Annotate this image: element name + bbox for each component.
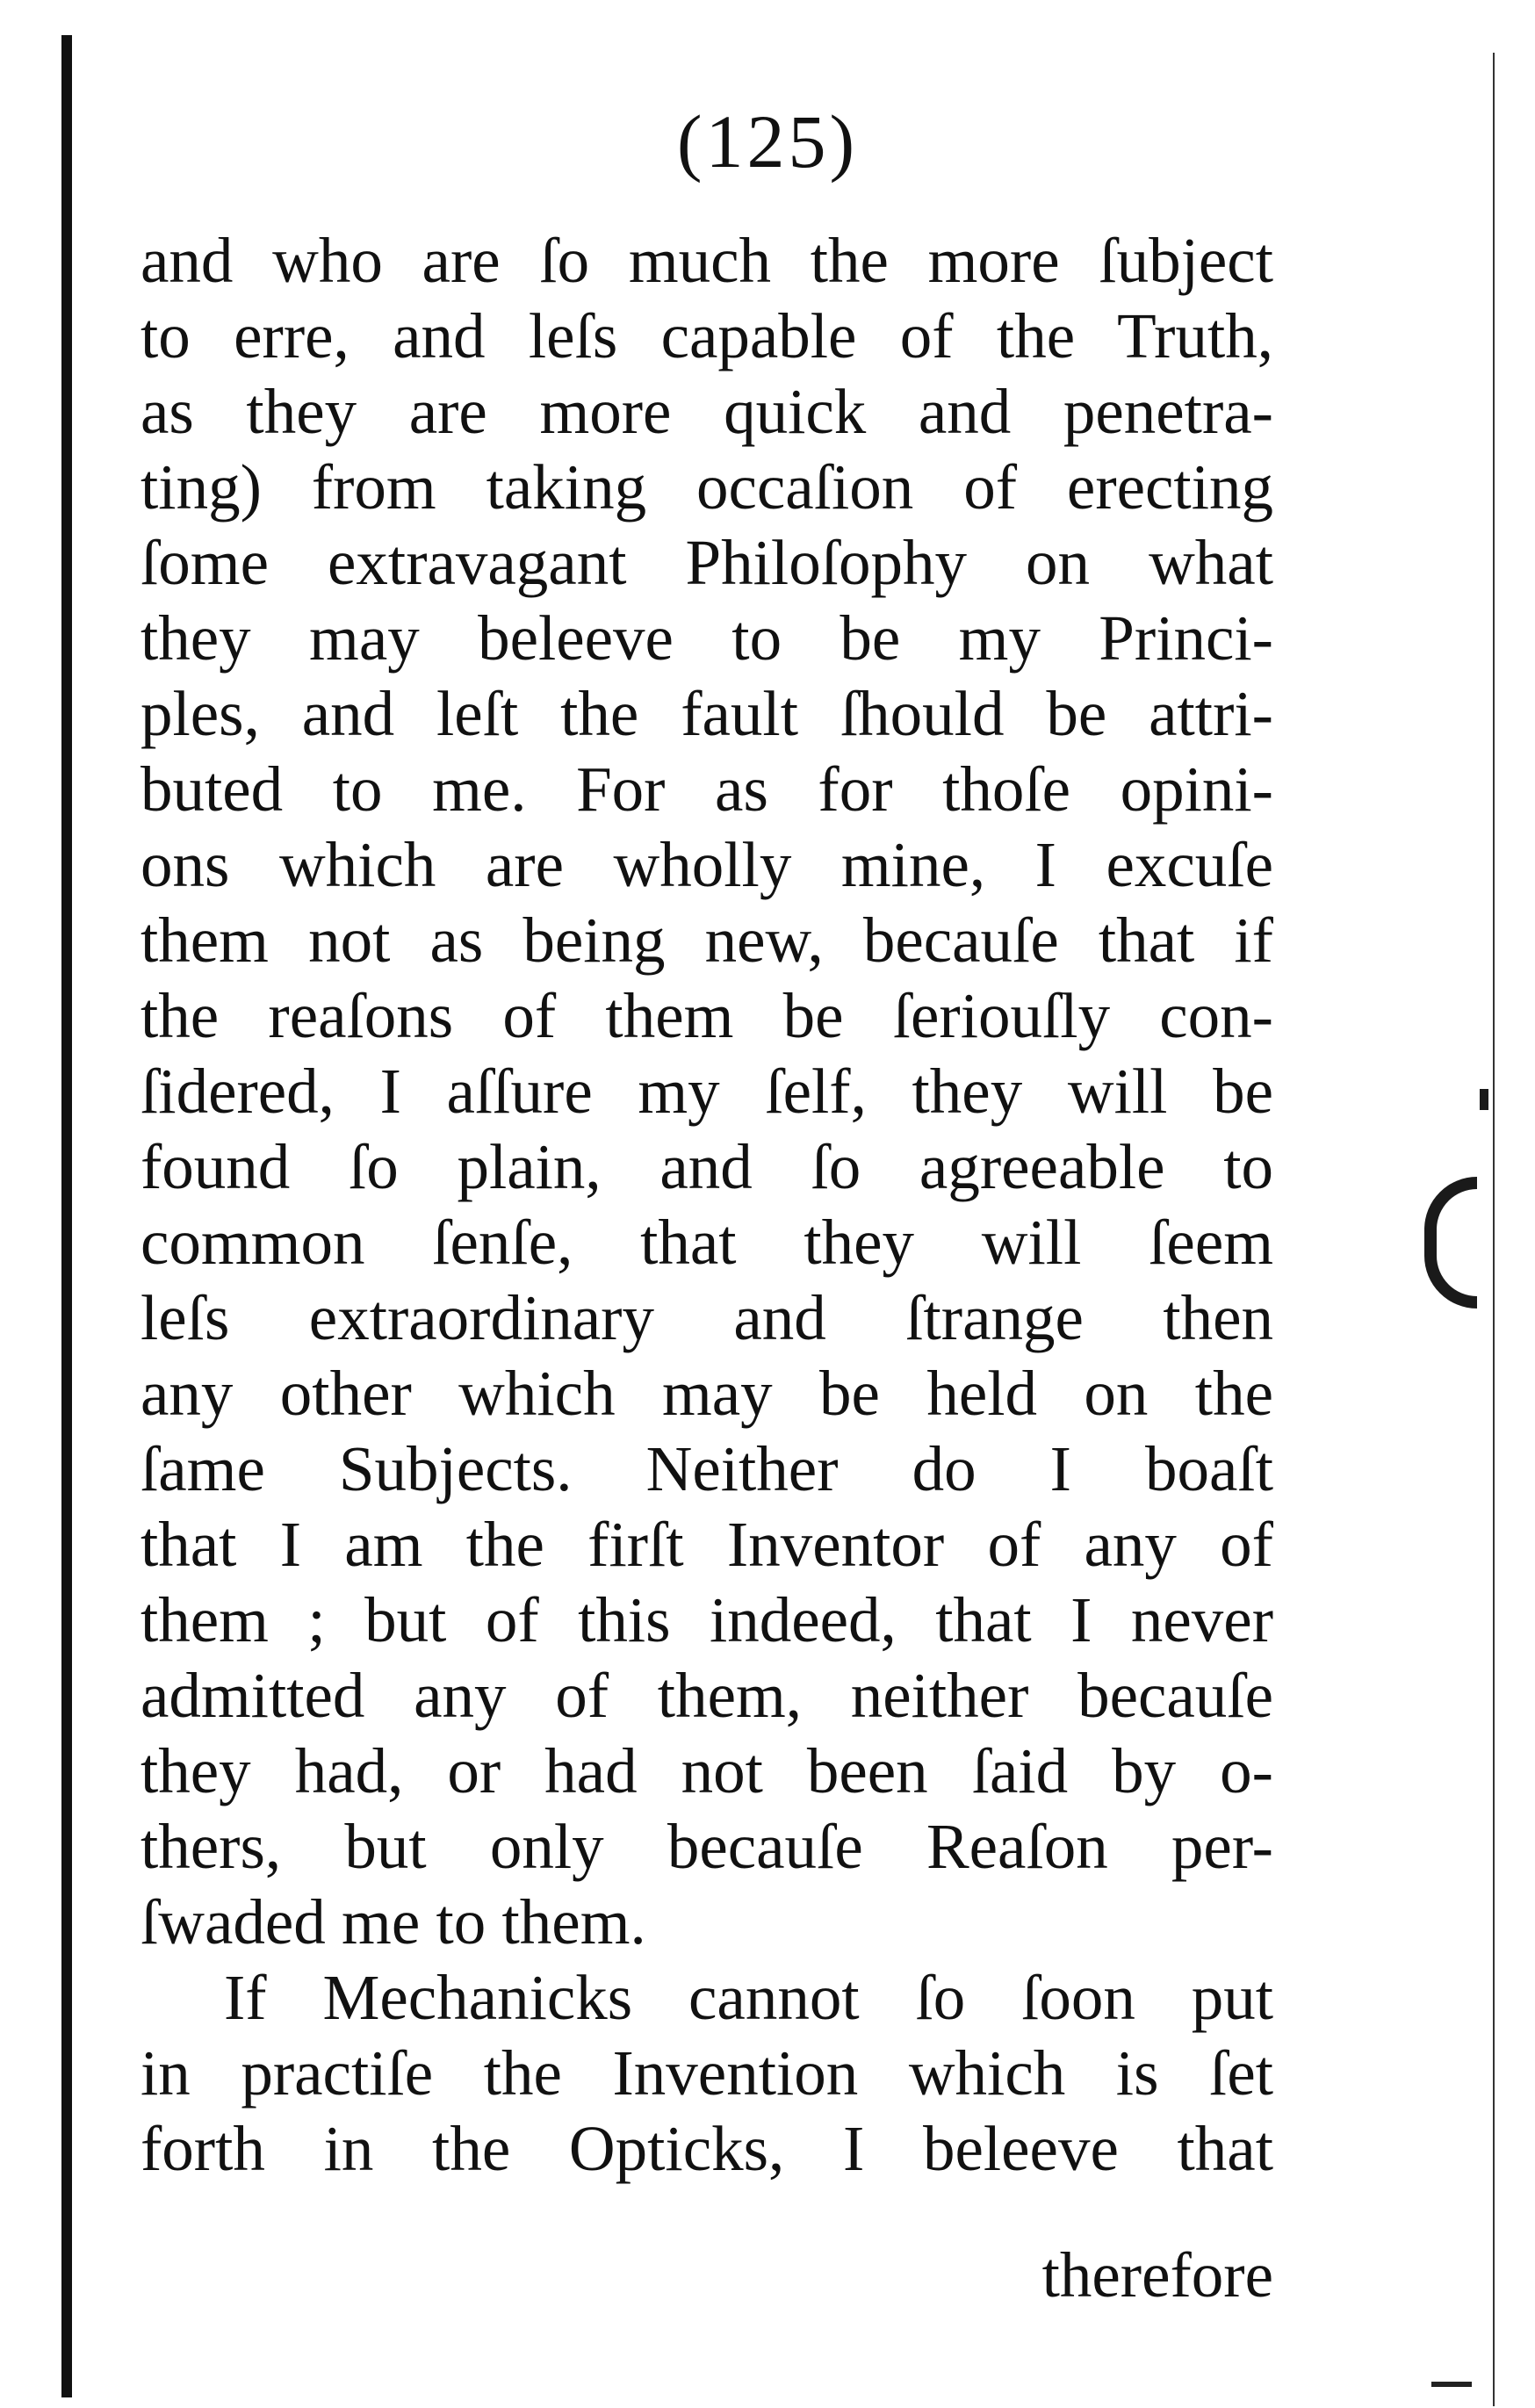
catchword: therefore <box>1041 2239 1273 2311</box>
text-line: leſs extraordinary and ſtrange then <box>141 1282 1273 1353</box>
text-line: buted to me. For as for thoſe opini- <box>141 753 1273 825</box>
text-line: as they are more quick and penetra- <box>141 376 1273 447</box>
text-line: ſwaded me to them. <box>141 1886 646 1957</box>
text-line: ples, and leſt the fault ſhould be attri- <box>141 678 1273 749</box>
paragraph-start-line: If Mechanicks cannot ſo ſoon put <box>224 1962 1273 2033</box>
text-line: forth in the Opticks, I beleeve that <box>141 2113 1273 2184</box>
text-line: thers, but only becauſe Reaſon per- <box>141 1811 1273 1882</box>
text-line: they had, or had not been ſaid by o- <box>141 1735 1273 1806</box>
text-line: the reaſons of them be ſeriouſly con- <box>141 980 1273 1051</box>
text-line: in practiſe the Invention which is ſet <box>141 2037 1273 2109</box>
text-line: ſame Subjects. Neither do I boaſt <box>141 1433 1273 1504</box>
text-line: they may beleeve to be my Princi- <box>141 602 1273 674</box>
bleed-through-tick <box>1480 1089 1488 1110</box>
binding-gutter-line <box>61 35 72 2397</box>
text-line: admitted any of them, neither becauſe <box>141 1660 1273 1731</box>
text-line: and who are ſo much the more ſubject <box>141 225 1273 296</box>
text-line: common ſenſe, that they will ſeem <box>141 1207 1273 1278</box>
page-edge-line <box>1493 53 1495 2406</box>
text-line: ons which are wholly mine, I excuſe <box>141 829 1273 900</box>
text-line: ting) from taking occaſion of erecting <box>141 451 1273 523</box>
text-line: them not as being new, becauſe that if <box>141 905 1273 976</box>
page-number: (125) <box>676 99 859 184</box>
text-line: any other which may be held on the <box>141 1358 1273 1429</box>
text-line: ſome extravagant Philoſophy on what <box>141 527 1273 598</box>
bleed-through-mark <box>1424 1177 1477 1309</box>
text-line: them ; but of this indeed, that I never <box>141 1584 1273 1655</box>
body-text <box>141 223 1273 2187</box>
text-line: to erre, and leſs capable of the Truth, <box>141 300 1273 371</box>
corner-ink-mark <box>1431 2362 1472 2387</box>
text-line: ſidered, I aſſure my ſelf, they will be <box>141 1056 1273 1127</box>
text-line: that I am the firſt Inventor of any of <box>141 1509 1273 1580</box>
text-line: found ſo plain, and ſo agreeable to <box>141 1131 1273 1202</box>
